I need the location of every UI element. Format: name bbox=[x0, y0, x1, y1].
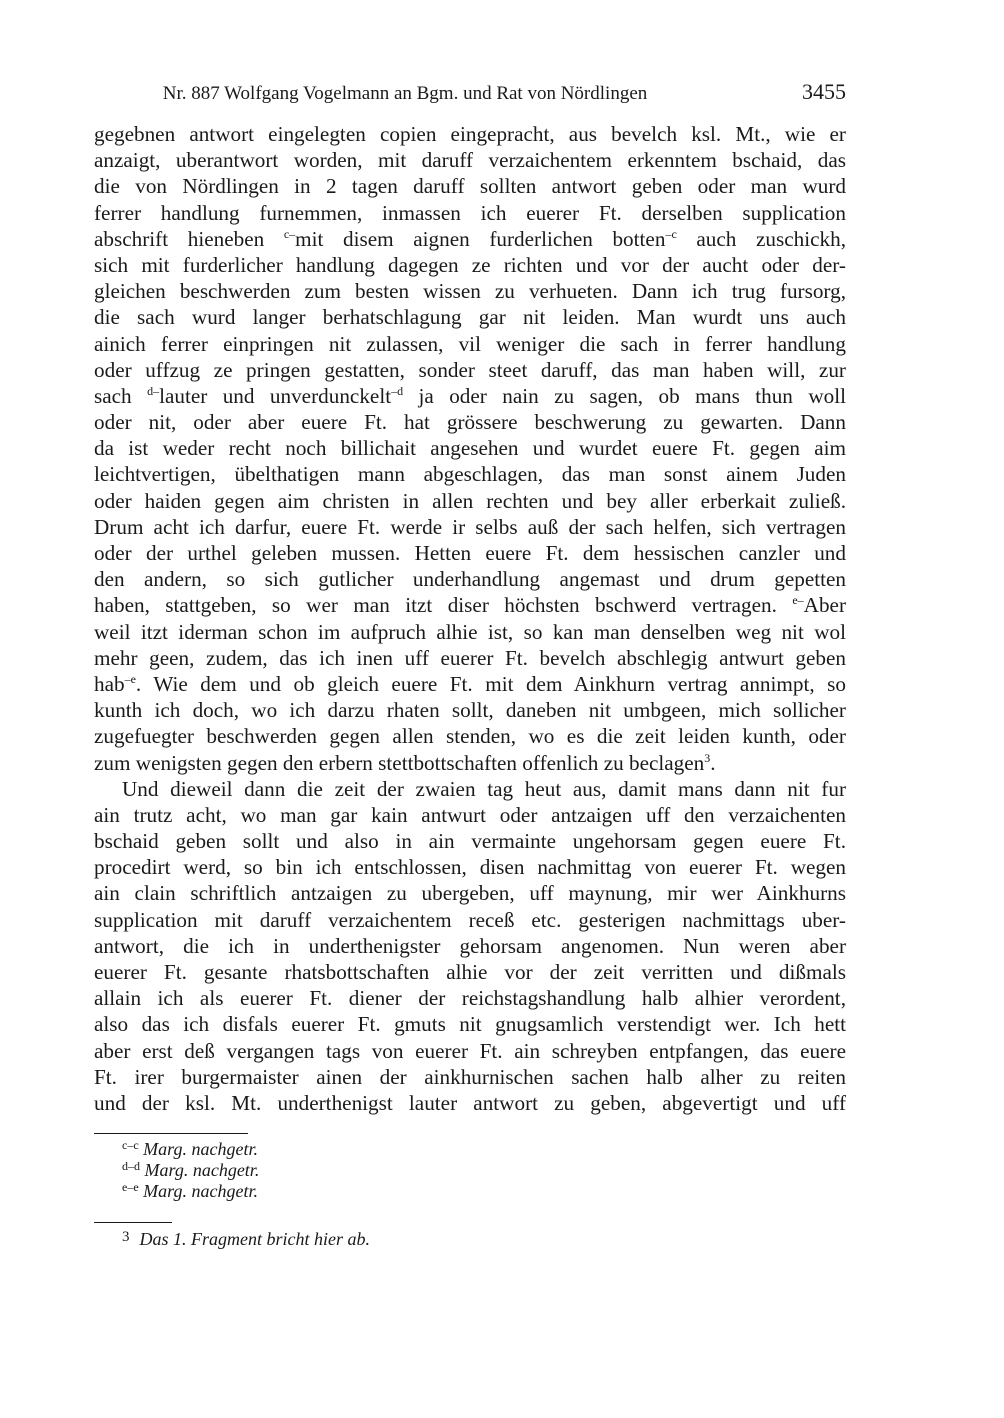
footnote bbox=[122, 1160, 822, 1181]
page-number: 3455 bbox=[802, 79, 846, 104]
letter-footnotes bbox=[122, 1139, 822, 1202]
footnote-text: Marg. nachgetr. bbox=[143, 1181, 258, 1201]
text-line bbox=[94, 750, 846, 776]
text-fragment: zum wenigsten gegen den erbern stettbottschaften offenlich zu beclagen bbox=[94, 750, 705, 775]
variant-mark: –e bbox=[124, 671, 136, 686]
text-line: procedirt werd, so bin ich entschlossen, disen nachmittag von euerer Ft. wegen bbox=[94, 855, 846, 880]
text-line: die sach wurd langer berhatschlagung gar nit leiden. Man wurdt uns auch bbox=[94, 305, 846, 330]
text-line: da ist weder recht noch billichait angesehen und wurdet euere Ft. gegen aim bbox=[94, 436, 846, 461]
text-line: bschaid geben sollt und also in ain vermainte ungehorsam gegen euere Ft. bbox=[94, 829, 846, 854]
text-line: also das ich disfals euerer Ft. gmuts nit gnugsamlich verstendigt wer. Ich hett bbox=[94, 1012, 846, 1037]
text-line: kunth ich doch, wo ich darzu rhaten sollt, daneben nit umbgeen, mich sollicher bbox=[94, 698, 846, 723]
text-fragment: mit disem aignen furderlichen botten bbox=[295, 226, 666, 251]
text-line: Und dieweil dann die zeit der zwaien tag heut aus, damit mans dann nit fur bbox=[122, 776, 846, 801]
text-line: die von Nördlingen in 2 tagen daruff sollten antwort geben oder man wurd bbox=[94, 174, 846, 199]
text-line: allain ich als euerer Ft. diener der reichstagshandlung halb alhier verordent, bbox=[94, 986, 846, 1011]
variant-mark: –c bbox=[665, 226, 677, 241]
text-fragment: lauter und unverdunckelt bbox=[159, 383, 392, 408]
text-line: gegebnen antwort eingelegten copien eingepracht, aus bevelch ksl. Mt., wie er bbox=[94, 122, 846, 146]
text-line: supplication mit daruff verzaichentem receß etc. gesterigen nachmittags uber- bbox=[94, 907, 846, 932]
variant-mark: d– bbox=[147, 383, 160, 398]
text-line: Drum acht ich darfur, euere Ft. werde ir selbs auß der sach helfen, sich vertragen bbox=[94, 514, 846, 539]
text-fragment: hab bbox=[94, 671, 125, 696]
text-line: ain trutz acht, wo man gar kain antwurt oder antzaigen uff den verzaichenten bbox=[94, 802, 846, 827]
running-head bbox=[94, 80, 846, 108]
numeric-footnotes bbox=[122, 1229, 822, 1250]
text-line bbox=[94, 383, 846, 409]
text-fragment: sach bbox=[94, 383, 148, 408]
text-line: zugefuegter beschwerden gegen allen stenden, wo es die zeit leiden kunth, oder bbox=[94, 724, 846, 749]
text-line: Ft. irer burgermaister ainen der ainkhurnischen sachen halb alher zu reiten bbox=[94, 1064, 846, 1089]
text-line: antwort, die ich in underthenigster gehorsam angenomen. Nun weren aber bbox=[94, 933, 846, 958]
footnote-mark: d–d bbox=[122, 1159, 140, 1173]
text-line: oder haiden gegen aim christen in allen rechten und bey aller erberkait zuließ. bbox=[94, 488, 846, 513]
footnote-number: 3 bbox=[122, 1229, 130, 1245]
variant-mark: c– bbox=[283, 226, 296, 241]
text-line: weil itzt iderman schon im aufpruch alhie ist, so kan man denselben weg nit wol bbox=[94, 619, 846, 644]
variant-mark: –d bbox=[391, 383, 404, 398]
text-fragment: abschrift hieneben bbox=[94, 226, 284, 251]
variant-mark: e– bbox=[792, 593, 804, 608]
text-line: ainich ferrer einpringen nit zulassen, vil weniger die sach in ferrer handlung bbox=[94, 331, 846, 356]
footnote-rule bbox=[94, 1222, 172, 1223]
text-line: oder der urthel geleben mussen. Hetten euere Ft. dem hessischen canzler und bbox=[94, 541, 846, 565]
text-line: den andern, so sich gutlicher underhandlung angemast und drum gepetten bbox=[94, 567, 846, 592]
text-line: aber erst deß vergangen tags von euerer Ft. ain schreyben entpfangen, das euere bbox=[94, 1038, 846, 1063]
text-line bbox=[94, 671, 846, 697]
text-fragment: auch zuschickh, bbox=[676, 226, 846, 251]
text-line: anzaigt, uberantwort worden, mit daruff verzaichentem erkenntem bschaid, das bbox=[94, 148, 846, 173]
text-line: oder uffzug ze pringen gestatten, sonder steet daruff, das man haben will, zur bbox=[94, 357, 846, 382]
text-line: ferrer handlung furnemmen, inmassen ich euerer Ft. derselben supplication bbox=[94, 200, 846, 225]
main-text bbox=[94, 121, 846, 1116]
footnote-rule bbox=[94, 1133, 248, 1134]
text-line: gleichen beschwerden zum besten wissen zu verhueten. Dann ich trug fursorg, bbox=[94, 279, 846, 304]
footnote-mark: e–e bbox=[122, 1180, 139, 1194]
footnote bbox=[122, 1139, 822, 1160]
text-line: leichtvertigen, übelthatigen mann abgeschlagen, das man sonst ainem Juden bbox=[94, 462, 846, 487]
text-line: mehr geen, zudem, das ich inen uff euerer Ft. bevelch abschlegig antwurt geben bbox=[94, 645, 846, 670]
text-line: ain clain schriftlich antzaigen zu ubergeben, uff maynung, mir wer Ainkhurns bbox=[94, 881, 846, 906]
text-fragment: . bbox=[710, 750, 716, 775]
text-line: euerer Ft. gesante rhatsbottschaften alhie vor der zeit verritten und dißmals bbox=[94, 960, 846, 984]
text-fragment: . Wie dem und ob gleich euere Ft. mit dem Ainkhurn vertrag annimpt, so bbox=[135, 671, 846, 696]
text-fragment: haben, stattgeben, so wer man itzt diser höchsten bschwerd vertragen. bbox=[94, 593, 793, 618]
footnote bbox=[122, 1181, 822, 1202]
text-line bbox=[94, 226, 846, 252]
text-line bbox=[94, 592, 846, 618]
footnote-text: Das 1. Fragment bricht hier ab. bbox=[139, 1229, 370, 1249]
text-fragment: Aber bbox=[803, 593, 846, 618]
running-title: Nr. 887 Wolfgang Vogelmann an Bgm. und Rat von Nördlingen bbox=[162, 83, 648, 104]
footnote-text: Marg. nachgetr. bbox=[144, 1160, 260, 1180]
text-line: und der ksl. Mt. underthenigst lauter antwort zu geben, abgevertigt und uff bbox=[94, 1090, 846, 1115]
text-line: oder nit, oder aber euere Ft. hat grössere beschwerung zu gewarten. Dann bbox=[94, 410, 846, 435]
footnote-reference: 3 bbox=[704, 750, 711, 765]
footnote bbox=[122, 1229, 822, 1250]
text-fragment: ja oder nain zu sagen, ob mans thun woll bbox=[403, 383, 846, 408]
footnote-text: Marg. nachgetr. bbox=[143, 1139, 258, 1159]
text-line: sich mit furderlicher handlung dagegen ze richten und vor der aucht oder der- bbox=[94, 252, 846, 277]
footnote-mark: c–c bbox=[122, 1138, 139, 1152]
